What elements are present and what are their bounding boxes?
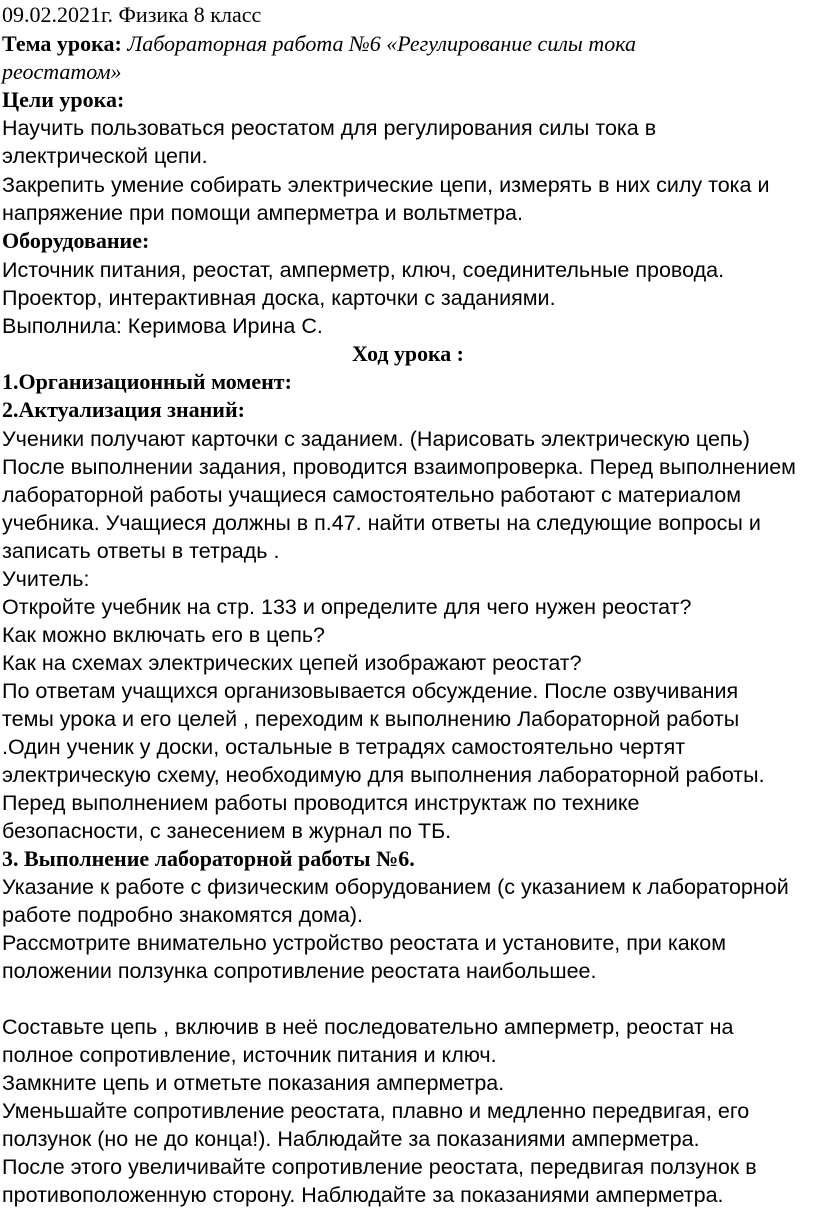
step3-line: работе подробно знакомятся дома). [2, 903, 364, 927]
step3-line: противоположенную сторону. Наблюдайте за показаниями амперметра. [2, 1183, 724, 1207]
step2-line: лабораторной работы учащиеся самостоятельно работают с материалом [2, 483, 742, 507]
step2-heading: 2.Актуализация знаний: [2, 397, 245, 422]
step2-line: учебника. Учащиеся должны в п.47. найти ответы на следующие вопросы и [2, 511, 761, 535]
topic-label: Тема урока: [2, 31, 122, 56]
teacher-label: Учитель: [2, 567, 90, 591]
step3-line: полное сопротивление, источник питания и ключ. [2, 1043, 497, 1067]
question-line: Как на схемах электрических цепей изображают реостат? [2, 651, 582, 675]
topic-title-continued: реостатом» [2, 59, 122, 84]
date-subject-line: 09.02.2021г. Физика 8 класс [2, 2, 262, 27]
question-line: Как можно включать его в цепь? [2, 623, 326, 647]
equipment-line: Источник питания, реостат, амперметр, ключ, соединительные провода. [2, 258, 725, 282]
author-line: Выполнила: Керимова Ирина С. [2, 314, 323, 338]
step2-line: Перед выполнением работы проводится инструктаж по технике [2, 791, 640, 815]
goals-line: Закрепить умение собирать электрические цепи, измерять в них силу тока и [2, 173, 770, 197]
step2-line: безопасности, с занесением в журнал по ТБ. [2, 819, 452, 843]
step2-line: электрическую схему, необходимую для выполнения лабораторной работы. [2, 763, 765, 787]
step2-line: .Один ученик у доски, остальные в тетрадях самостоятельно чертят [2, 735, 686, 759]
step1-heading: 1.Организационный момент: [2, 369, 292, 394]
lesson-heading: Ход урока : [352, 341, 464, 366]
goals-line: электрической цепи. [2, 144, 208, 168]
goals-line: напряжение при помощи амперметра и вольтметра. [2, 201, 523, 225]
step3-line: Замкните цепь и отметьте показания амперметра. [2, 1071, 505, 1095]
goals-line: Научить пользоваться реостатом для регулирования силы тока в [2, 116, 657, 140]
step3-line: Составьте цепь , включив в неё последовательно амперметр, реостат на [2, 1015, 734, 1039]
topic-title: Лабораторная работа №6 «Регулирование силы тока [127, 31, 636, 56]
step3-line: Рассмотрите внимательно устройство реостата и установите, при каком [2, 931, 727, 955]
step3-line: положении ползунка сопротивление реостата наибольшее. [2, 959, 597, 983]
step3-line: Уменьшайте сопротивление реостата, плавно и медленно передвигая, его [2, 1099, 750, 1123]
step2-line: По ответам учащихся организовывается обсуждение. После озвучивания [2, 679, 739, 703]
step3-line: Указание к работе с физическим оборудованием (с указанием к лабораторной [2, 875, 789, 899]
equipment-heading: Оборудование: [2, 228, 150, 253]
equipment-line: Проектор, интерактивная доска, карточки с заданиями. [2, 286, 556, 310]
step3-line: ползунок (но не до конца!). Наблюдайте за показаниями амперметра. [2, 1127, 700, 1151]
step3-line: После этого увеличивайте сопротивление реостата, передвигая ползунок в [2, 1155, 757, 1179]
question-line: Откройте учебник на стр. 133 и определите для чего нужен реостат? [2, 595, 692, 619]
topic-line [2, 31, 636, 57]
step2-line: темы урока и его целей , переходим к выполнению Лабораторной работы [2, 707, 740, 731]
step2-line: записать ответы в тетрадь . [2, 539, 280, 563]
step2-line: После выполнении задания, проводится взаимопроверка. Перед выполнением [2, 455, 796, 479]
step2-line: Ученики получают карточки с заданием. (Нарисовать электрическую цепь) [2, 427, 750, 451]
step3-heading: 3. Выполнение лабораторной работы №6. [2, 846, 415, 871]
goals-heading: Цели урока: [2, 87, 125, 112]
